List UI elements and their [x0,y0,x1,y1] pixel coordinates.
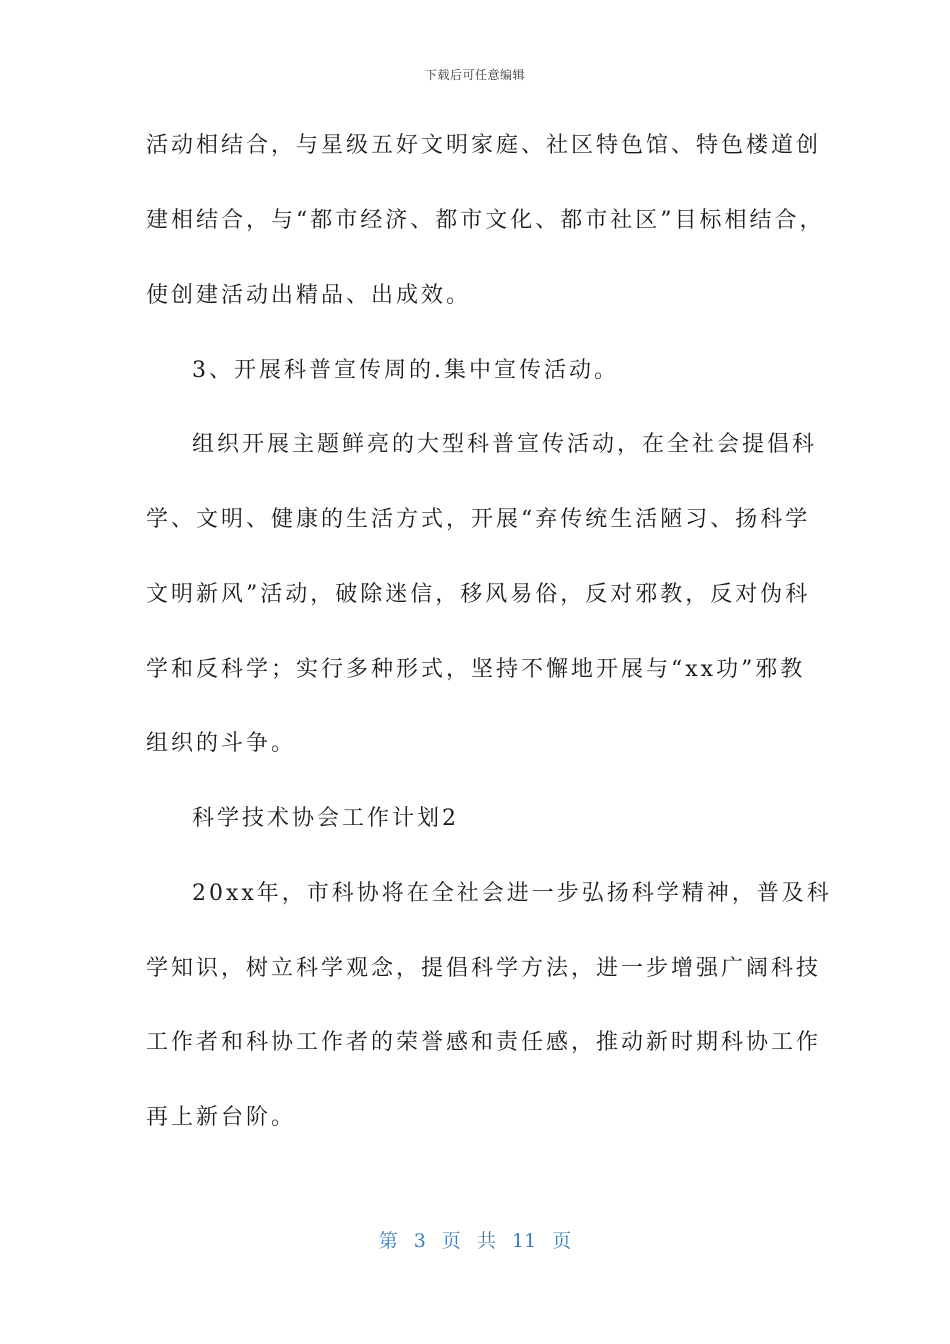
page-footer [0,1226,950,1253]
footer-current-page: 3 [413,1230,426,1252]
section-heading: 3、开展科普宣传周的.集中宣传活动。 [192,358,619,383]
text-line: 学、文明、健康的生活方式，开展“弃传统生活陋习、扬科学 [146,507,811,532]
footer-total-label: 共 [476,1230,496,1252]
text-line: 文明新风”活动，破除迷信，移风易俗，反对邪教，反对伪科 [146,582,811,607]
footer-suffix: 页 [552,1230,572,1252]
page-header: 下载后可任意编辑 [424,68,525,82]
text-line: 活动相结合，与星级五好文明家庭、社区特色馆、特色楼道创 [146,133,822,158]
text-line: 20xx年，市科协将在全社会进一步弘扬科学精神，普及科 [192,881,832,906]
text-line: 工作者和科协工作者的荣誉感和责任感，推动新时期科协工作 [146,1030,822,1055]
section-title: 科学技术协会工作计划2 [192,806,459,831]
text-line: 组织的斗争。 [146,731,297,756]
text-line: 再上新台阶。 [146,1105,297,1130]
footer-total-pages: 11 [512,1230,537,1252]
text-line: 学和反科学；实行多种形式，坚持不懈地开展与“xx功”邪教 [146,657,806,682]
text-line: 使创建活动出精品、出成效。 [146,283,472,308]
text-line: 建相结合，与“都市经济、都市文化、都市社区”目标相结合， [146,208,825,233]
text-line: 学知识，树立科学观念，提倡科学方法，进一步增强广阔科技 [146,956,822,981]
footer-prefix: 第 [378,1230,398,1252]
text-line: 组织开展主题鲜亮的大型科普宣传活动，在全社会提倡科 [192,432,818,457]
footer-page-label: 页 [441,1230,461,1252]
